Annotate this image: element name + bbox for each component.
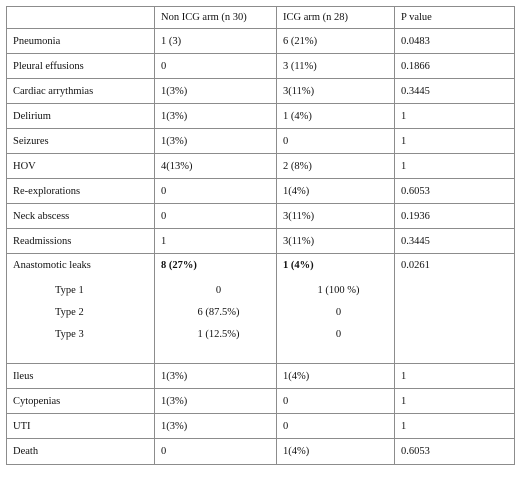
- non-icg-value: 8 (27%): [161, 260, 197, 271]
- leak-type-label: Type 3: [55, 329, 84, 340]
- p-value: 0.1936: [395, 204, 515, 229]
- row-label: HOV: [7, 154, 155, 179]
- row-label: Pneumonia: [7, 29, 155, 54]
- table-row: [7, 439, 515, 465]
- leak-type-label: Type 1: [55, 285, 84, 296]
- non-icg-value: 0: [155, 179, 277, 204]
- non-icg-value: 0: [155, 54, 277, 79]
- row-label: UTI: [7, 414, 155, 439]
- non-icg-value: 1(3%): [155, 129, 277, 154]
- icg-value: 1 (4%): [277, 104, 395, 129]
- non-icg-value: 0: [155, 204, 277, 229]
- non-icg-value: 0: [155, 439, 277, 465]
- leak-type-icg-value: 0: [335, 329, 342, 340]
- icg-value: 3(11%): [277, 204, 395, 229]
- row-label: Pleural effusions: [7, 54, 155, 79]
- leak-type-icg-value: 0: [335, 307, 342, 318]
- icg-value: 1(4%): [277, 364, 395, 389]
- non-icg-value: 1(3%): [155, 104, 277, 129]
- header-cell-non-icg: Non ICG arm (n 30): [155, 7, 277, 29]
- table-row: [7, 104, 515, 129]
- row-label: Seizures: [7, 129, 155, 154]
- p-value: 1: [395, 104, 515, 129]
- non-icg-value: 4(13%): [155, 154, 277, 179]
- leak-type-label: Type 2: [55, 307, 84, 318]
- anastomotic-leaks-row: [7, 254, 515, 364]
- p-value: 0.0483: [395, 29, 515, 54]
- table-row: [7, 79, 515, 104]
- icg-value: 0: [277, 414, 395, 439]
- leaks-label-cell: [7, 254, 155, 364]
- p-value: 1: [395, 129, 515, 154]
- table-row: [7, 29, 515, 54]
- row-label: Readmissions: [7, 229, 155, 254]
- table-row: [7, 364, 515, 389]
- non-icg-value: 1(3%): [155, 79, 277, 104]
- leak-type-non-icg-value: 6 (87.5%): [197, 307, 240, 318]
- non-icg-value: 1(3%): [155, 364, 277, 389]
- table-row: [7, 414, 515, 439]
- row-label: Ileus: [7, 364, 155, 389]
- non-icg-value: 1(3%): [155, 389, 277, 414]
- header-cell-icg: ICG arm (n 28): [277, 7, 395, 29]
- header-row: [7, 7, 515, 29]
- p-value: 0.1866: [395, 54, 515, 79]
- table-row: [7, 154, 515, 179]
- p-value: 1: [395, 414, 515, 439]
- leak-type-non-icg-value: 1 (12.5%): [197, 329, 240, 340]
- table-row: [7, 129, 515, 154]
- p-value: 0.3445: [395, 229, 515, 254]
- icg-value: 1(4%): [277, 439, 395, 465]
- p-value: 0.0261: [401, 260, 430, 271]
- icg-value: 1 (4%): [283, 260, 314, 271]
- non-icg-value: 1 (3): [155, 29, 277, 54]
- row-label: Death: [7, 439, 155, 465]
- p-value: 1: [395, 389, 515, 414]
- icg-value: 0: [277, 389, 395, 414]
- complications-table: [6, 6, 515, 465]
- non-icg-value: 1: [155, 229, 277, 254]
- icg-value: 3(11%): [277, 229, 395, 254]
- icg-value: 3(11%): [277, 79, 395, 104]
- icg-value: 2 (8%): [277, 154, 395, 179]
- p-value: 1: [395, 364, 515, 389]
- leaks-icg-cell: [277, 254, 395, 364]
- table-row: [7, 389, 515, 414]
- row-label: Cardiac arrythmias: [7, 79, 155, 104]
- row-label: Re-explorations: [7, 179, 155, 204]
- table-row: [7, 179, 515, 204]
- table-row: [7, 204, 515, 229]
- non-icg-value: 1(3%): [155, 414, 277, 439]
- row-label: Neck abscess: [7, 204, 155, 229]
- icg-value: 3 (11%): [277, 54, 395, 79]
- table-row: [7, 54, 515, 79]
- icg-value: 0: [277, 129, 395, 154]
- leaks-p-cell: [395, 254, 515, 364]
- icg-value: 1(4%): [277, 179, 395, 204]
- header-cell-label: [7, 7, 155, 29]
- p-value: 0.3445: [395, 79, 515, 104]
- p-value: 1: [395, 154, 515, 179]
- icg-value: 6 (21%): [277, 29, 395, 54]
- row-label: Cytopenias: [7, 389, 155, 414]
- row-label: Anastomotic leaks: [13, 260, 91, 271]
- leak-type-non-icg-value: 0: [215, 285, 222, 296]
- p-value: 0.6053: [395, 179, 515, 204]
- p-value: 0.6053: [395, 439, 515, 465]
- header-cell-p-value: P value: [395, 7, 515, 29]
- leak-type-icg-value: 1 (100 %): [317, 285, 360, 296]
- row-label: Delirium: [7, 104, 155, 129]
- leaks-non-icg-cell: [155, 254, 277, 364]
- table-row: [7, 229, 515, 254]
